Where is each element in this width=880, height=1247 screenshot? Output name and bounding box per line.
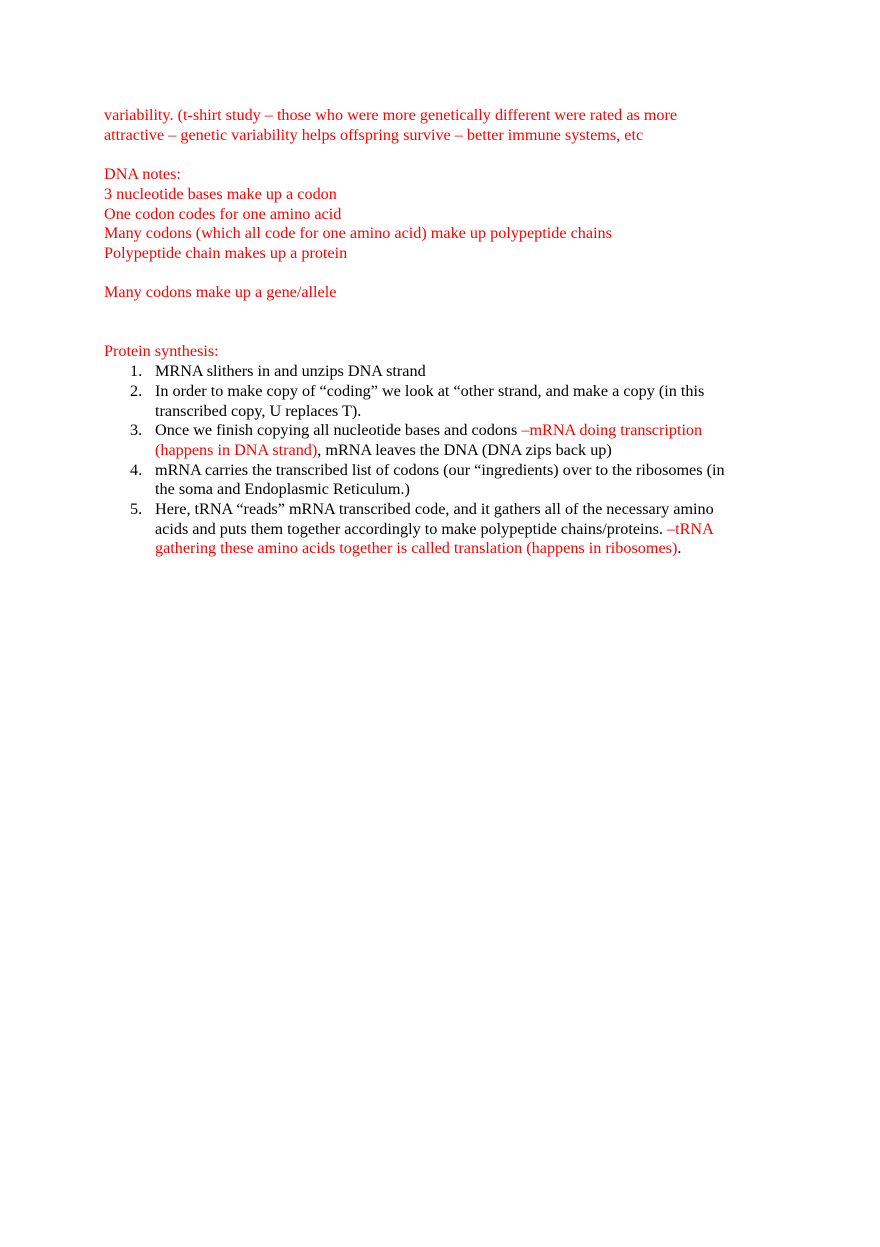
list-item (104, 362, 784, 382)
list-text (155, 382, 784, 421)
list-line-black: . (677, 539, 682, 558)
list-text (155, 421, 784, 460)
list-text (155, 362, 784, 382)
intro-line: variability. (t-shirt study – those who were more genetically different were rated as more (104, 106, 678, 124)
list-line (155, 520, 784, 540)
list-line: Here, tRNA “reads” mRNA transcribed code, and it gathers all of the necessary amino (155, 500, 714, 519)
list-item (104, 382, 784, 421)
list-line-red: –mRNA doing transcription (521, 421, 703, 440)
list-line-black: , mRNA leaves the DNA (DNA zips back up) (317, 440, 612, 459)
list-number: 4. (130, 460, 143, 479)
dna-notes-section (104, 165, 784, 303)
list-line-red: (happens in DNA strand) (155, 440, 318, 459)
list-line (155, 421, 784, 441)
intro-paragraph (104, 106, 784, 145)
intro-line: attractive – genetic variability helps offspring survive – better immune systems, etc (104, 125, 644, 144)
protein-synthesis-section (104, 342, 784, 559)
dna-note-line: 3 nucleotide bases make up a codon (104, 184, 337, 203)
list-number: 1. (130, 362, 143, 381)
list-line: the soma and Endoplasmic Reticulum.) (155, 480, 410, 499)
list-item (104, 461, 784, 500)
blank-line (104, 145, 784, 165)
protein-synthesis-heading: Protein synthesis: (104, 342, 219, 361)
dna-notes-heading: DNA notes: (104, 165, 181, 184)
list-line-black: acids and puts them together accordingly to make polypeptide chains/proteins. (155, 519, 668, 538)
list-line: MRNA slithers in and unzips DNA strand (155, 362, 426, 381)
dna-note-line: One codon codes for one amino acid (104, 204, 342, 223)
dna-note-line: Polypeptide chain makes up a protein (104, 243, 348, 262)
list-line: In order to make copy of “coding” we look at “other strand, and make a copy (in this (155, 381, 705, 400)
list-number: 5. (130, 500, 143, 519)
blank-lines (104, 303, 784, 342)
list-number: 2. (130, 381, 143, 400)
list-line-red: gathering these amino acids together is called translation (happens in ribosomes) (155, 539, 678, 558)
list-line-black: Once we finish copying all nucleotide bases and codons (155, 421, 522, 440)
list-text (155, 500, 784, 559)
list-line: mRNA carries the transcribed list of codons (our “ingredients) over to the ribosomes (in (155, 460, 725, 479)
list-line-red: –tRNA (667, 519, 714, 538)
protein-synthesis-steps (104, 362, 784, 559)
list-item (104, 421, 784, 460)
dna-note-line: Many codons (which all code for one amino acid) make up polypeptide chains (104, 224, 612, 243)
gene-note-line: Many codons make up a gene/allele (104, 283, 337, 302)
list-line: transcribed copy, U replaces T). (155, 401, 362, 420)
list-number: 3. (130, 421, 143, 440)
list-item (104, 500, 784, 559)
list-text (155, 461, 784, 500)
list-line (155, 539, 784, 559)
list-line (155, 441, 784, 461)
document-body (104, 106, 784, 559)
blank-line (104, 264, 784, 284)
